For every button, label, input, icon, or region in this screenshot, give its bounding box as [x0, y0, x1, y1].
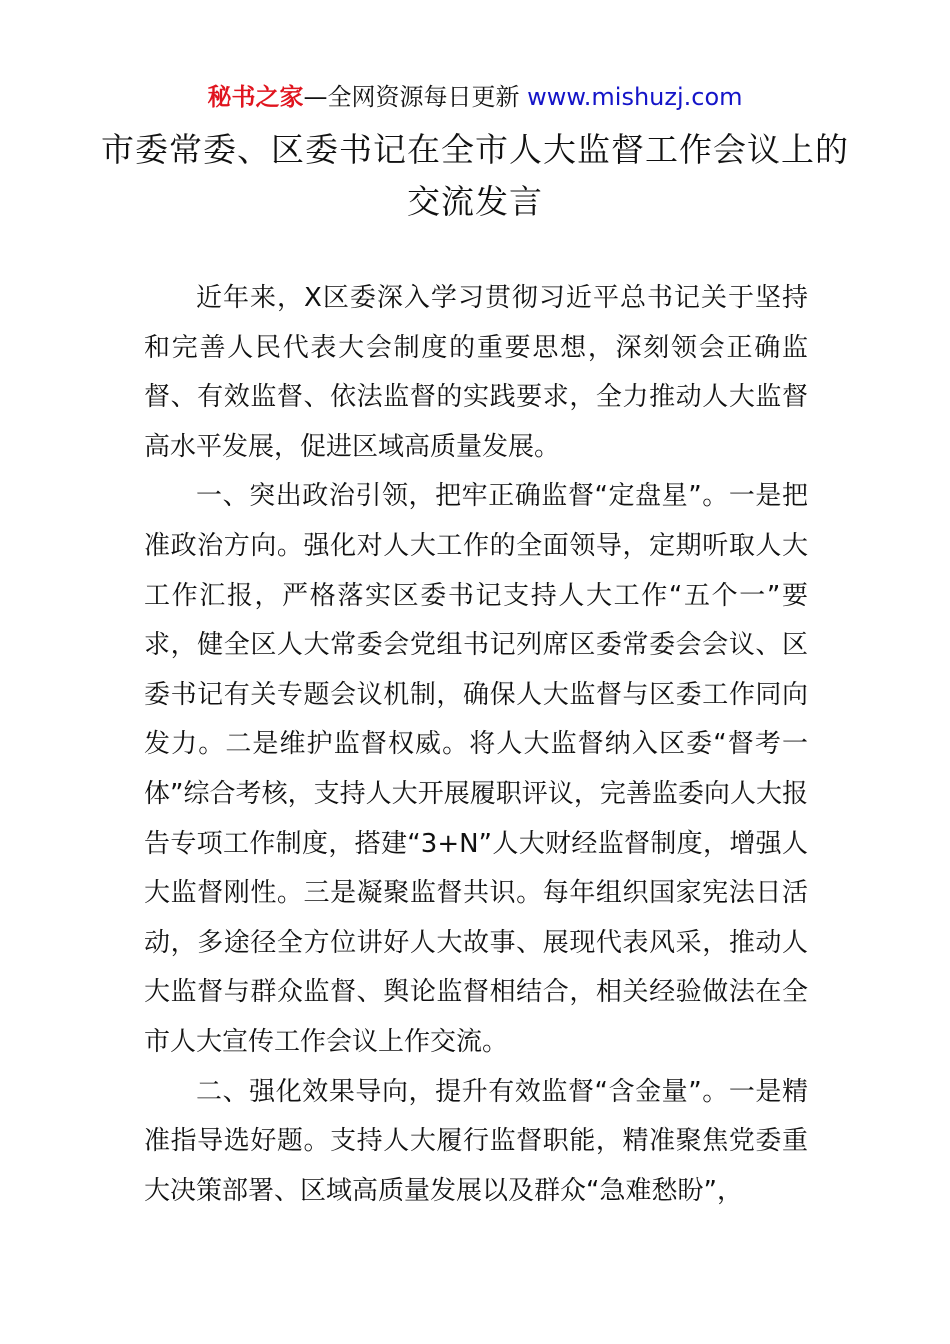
paragraph-intro: 近年来，X区委深入学习贯彻习近平总书记关于坚持和完善人民代表大会制度的重要思想，深刻领会正确监督、有效监督、依法监督的实践要求，全力推动人大监督高水平发展，促进区域高质量发展。: [144, 283, 808, 462]
site-url-link[interactable]: www.mishuzj.com: [527, 83, 743, 111]
site-header: [0, 80, 950, 114]
document-title: 市委常委、区委书记在全市人大监督工作会议上的交流发言: [101, 130, 849, 221]
brand-name: 秘书之家: [207, 83, 304, 111]
document-body: [144, 274, 808, 1216]
paragraph-section-one: 一、突出政治引领，把牢正确监督“定盘星”。一是把准政治方向。强化对人大工作的全面领导，定期听取人大工作汇报，严格落实区委书记支持人大工作“五个一”要求，健全区人大常委会党组书记列席区委常委会会议、区委书记有关专题会议机制，确保人大监督与区委工作同向发力。二是维护监督权威。将人大监督纳入区委“督考一体”综合考核，支持人大开展履职评议，完善监委向人大报告专项工作制度，搭建“3+N”人大财经监督制度，增强人大监督刚性。三是凝聚监督共识。每年组织国家宪法日活动，多途径全方位讲好人大故事、展现代表风采，推动人大监督与群众监督、舆论监督相结合，相关经验做法在全市人大宣传工作会议上作交流。: [144, 481, 808, 1057]
paragraph-section-two: 二、强化效果导向，提升有效监督“含金量”。一是精准指导选好题。支持人大履行监督职能，精准聚焦党委重大决策部署、区域高质量发展以及群众“急难愁盼”，: [144, 1076, 808, 1206]
site-tagline: —全网资源每日更新: [303, 83, 528, 111]
